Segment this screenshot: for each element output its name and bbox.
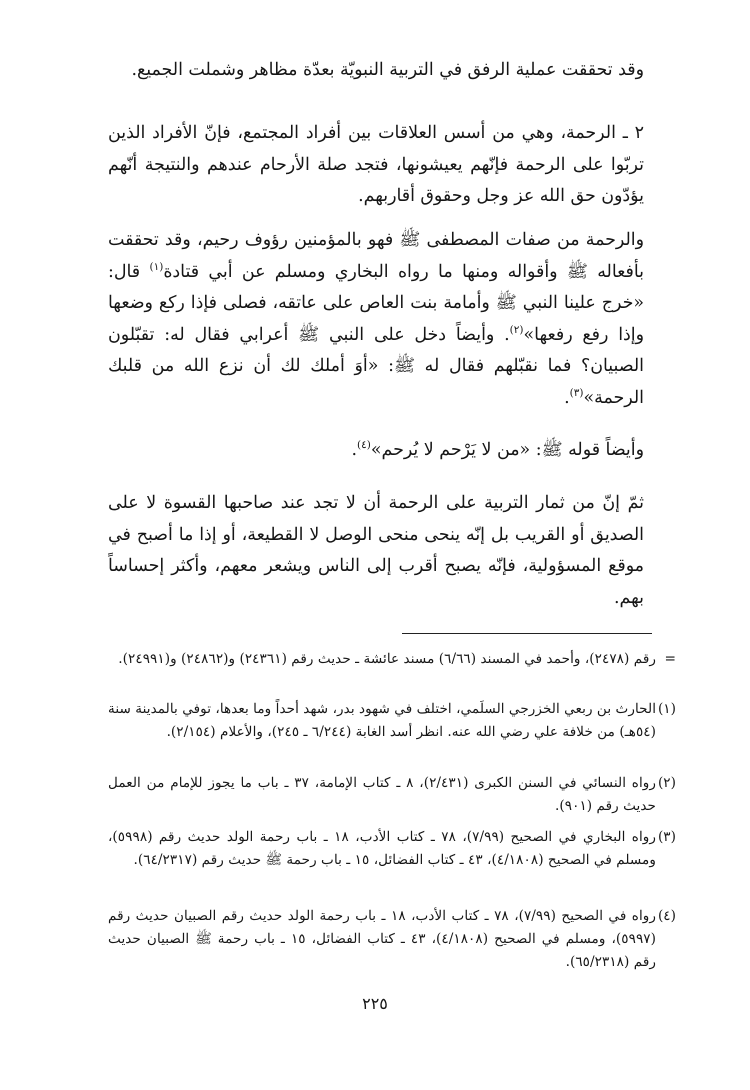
- paragraph-text-part: قال: «خرج علينا النبي ﷺ وأمامة بنت العاص على عاتقه، فصلى فإذا ركع وضعها وإذا رفع رفعها»: [108, 261, 644, 345]
- footnote-ref-3[interactable]: (٣): [569, 386, 584, 399]
- footnote-number: (٢): [657, 775, 676, 791]
- footnote-4: [108, 905, 676, 974]
- paragraph-text-part: .: [351, 440, 358, 460]
- paragraph-hadith: [108, 435, 644, 467]
- footnote-separator: [402, 633, 652, 634]
- paragraph-text-part: والرحمة من صفات المصطفى ﷺ فهو بالمؤمنين رؤوف رحيم، وقد تحققت بأفعاله ﷺ وأقواله ومنها ما رواه البخاري ومسلم عن أبي قتادة: [108, 230, 644, 282]
- footnote-2: [108, 772, 676, 818]
- paragraph-prophet-mercy: [108, 225, 644, 414]
- footnote-text: رواه النسائي في السنن الكبرى (٢/٤٣١)، ٨ ـ كتاب الإمامة، ٣٧ ـ باب ما يجوز للإمام من العمل حديث رقم (٩٠١).: [108, 775, 656, 814]
- footnote-number: (١): [657, 701, 676, 717]
- footnote-number: (٤): [657, 908, 676, 924]
- footnote-3: [108, 826, 676, 872]
- footnote-ref-1[interactable]: (١): [149, 260, 164, 273]
- footnote-text: رواه في الصحيح (٧/٩٩)، ٧٨ ـ كتاب الأدب، ١٨ ـ باب رحمة الولد حديث رقم الصبيان حديث رقم (٥٩٩٧)، ومسلم في الصحيح (٤/١٨٠٨)، ٤٣ ـ كتاب الفضائل، ١٥ ـ باب رحمة ﷺ الصبيان حديث رقم (٦٥/٢٣١٨).: [108, 908, 657, 970]
- paragraph-intro: وقد تحققت عملية الرفق في التربية النبويّة بعدّة مظاهر وشملت الجميع.: [131, 60, 644, 80]
- footnote-ref-4[interactable]: (٤): [357, 439, 371, 452]
- footnote-continued: [108, 648, 676, 671]
- footnote-text: رواه البخاري في الصحيح (٧/٩٩)، ٧٨ ـ كتاب الأدب، ١٨ ـ باب رحمة الولد حديث رقم (٥٩٩٨)، ومسلم في الصحيح (٤/١٨٠٨)، ٤٣ ـ كتاب الفضائل، ١٥ ـ باب رحمة ﷺ حديث رقم (٦٤/٢٣١٧).: [108, 829, 656, 868]
- footnote-text: الحارث بن ربعي الخزرجي السلَمي، اختلف في شهود بدر، شهد أحداً وما بعدها، توفي بالمدينة سنة (٥٤هـ) من خلافة علي رضي الله عنه. انظر أسد الغابة (٦/٢٤٤ ـ ٢٤٥)، والأعلام (٢/١٥٤).: [108, 701, 656, 740]
- page-number: ٢٢٥: [362, 994, 388, 1013]
- footnote-ref-2[interactable]: (٢): [509, 323, 524, 336]
- footnote-number: =: [664, 651, 676, 667]
- paragraph-fruits: ثمّ إنّ من ثمار التربية على الرحمة أن لا تجد عند صاحبها القسوة لا على الصديق أو القريب بل إنّه ينحى منحى الوصل لا القطيعة، أو إذا ما أصبح في موقع المسؤولية، فإنّه يصبح أقرب إلى الناس ويشعر معهم، وأكثر إحساساً بهم.: [108, 493, 644, 608]
- paragraph-text-part: .: [564, 387, 570, 408]
- footnote-number: (٣): [657, 829, 676, 845]
- footnote-1: [108, 698, 676, 744]
- paragraph-text-part: وأيضاً قوله ﷺ: «من لا يَرْحم لا يُرحم»: [370, 440, 644, 460]
- paragraph-text-part: . وأيضاً دخل على النبي ﷺ أعرابي فقال له: تقبّلون الصبيان؟ فما نقبّلهم فقال له ﷺ: «أوَ أملك لك أن نزع الله من قلبك الرحمة»: [108, 324, 644, 408]
- paragraph-mercy: ٢ ـ الرحمة، وهي من أسس العلاقات بين أفراد المجتمع، فإنّ الأفراد الذين تربّوا على الرحمة فإنّهم يعيشونها، فتجد صلة الأرحام عندهم والنتيجة أنّهم يؤدّون حق الله عز وجل وحقوق أقاربهم.: [108, 123, 644, 206]
- footnote-text: رقم (٢٤٧٨)، وأحمد في المسند (٦/٦٦) مسند عائشة ـ حديث رقم (٢٤٣٦١) و(٢٤٨٦٢) و(٢٤٩٩١).: [118, 651, 656, 667]
